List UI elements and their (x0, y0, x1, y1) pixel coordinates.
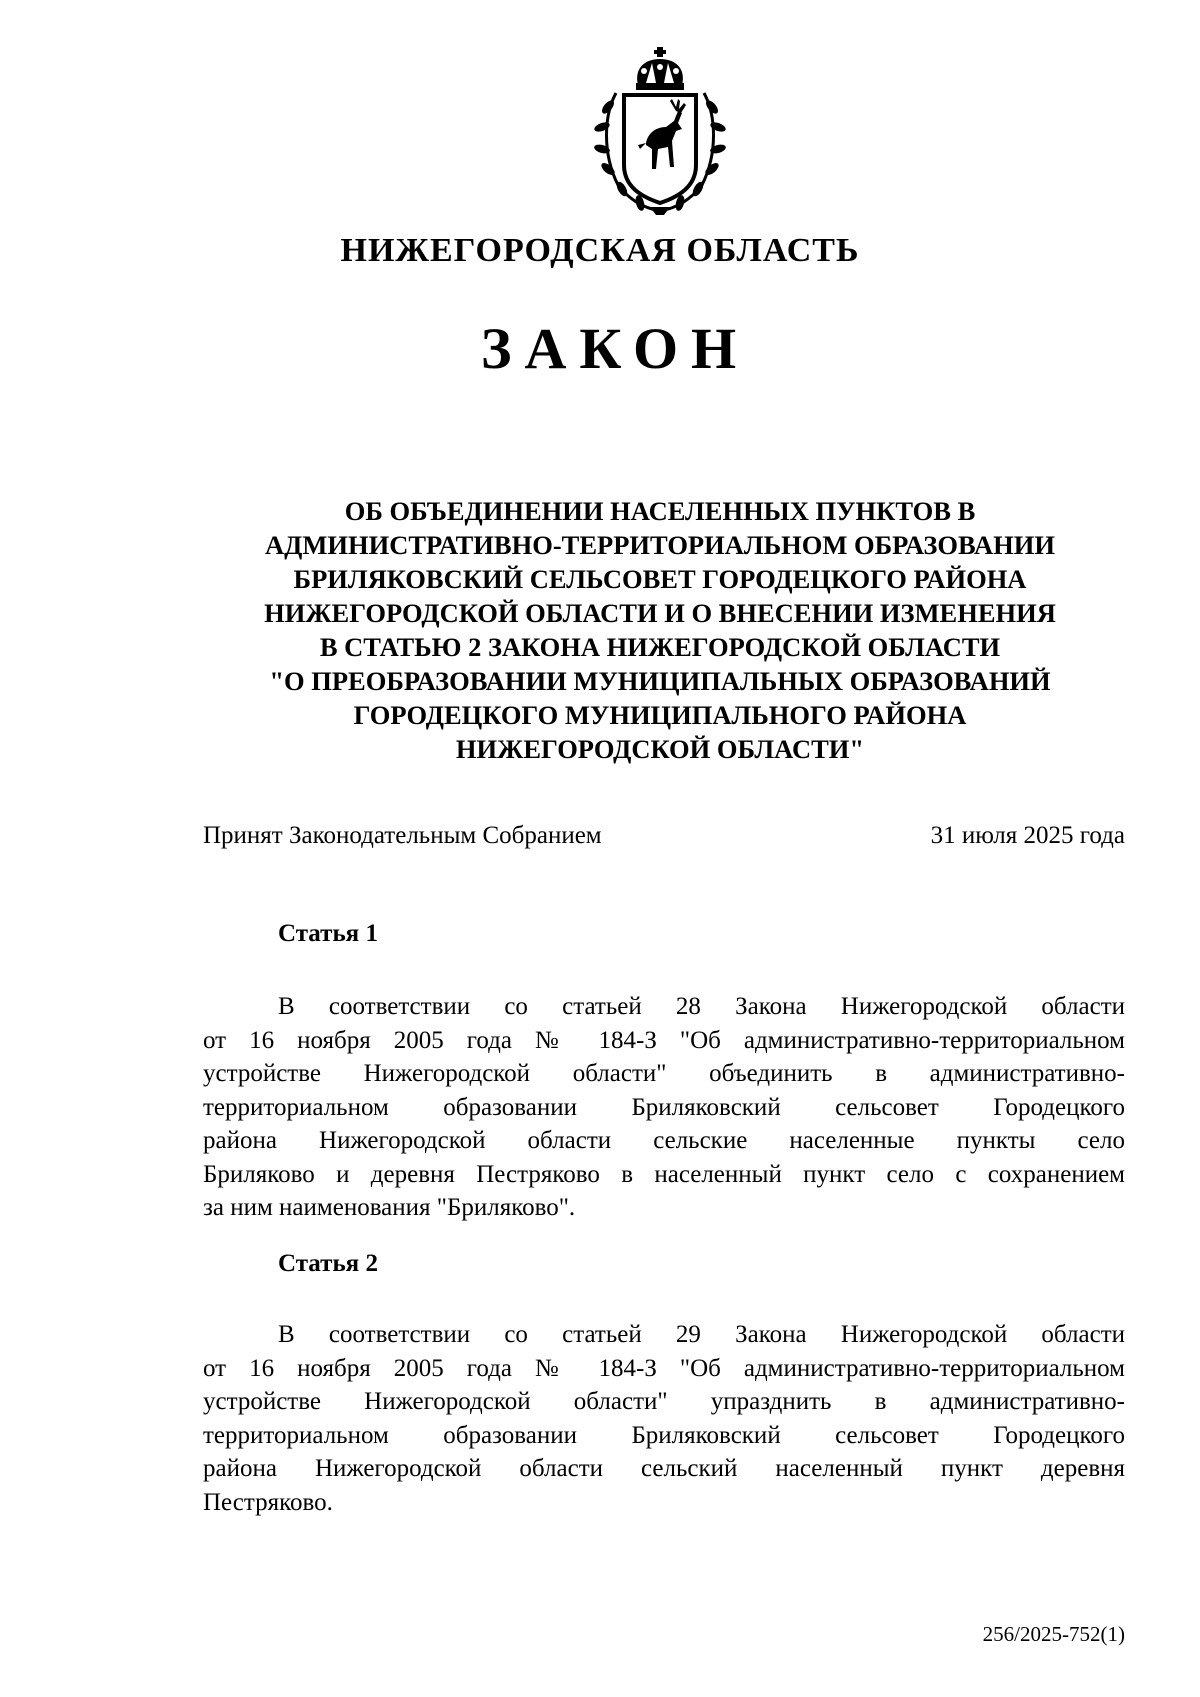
coat-of-arms-icon (586, 45, 734, 217)
article-2-text (203, 1318, 1125, 1519)
article-line: В соответствии со статьей 28 Закона Нижегородской области (278, 993, 1125, 1020)
law-title-line: БРИЛЯКОВСКИЙ СЕЛЬСОВЕТ ГОРОДЕЦКОГО РАЙОНА (293, 564, 1027, 594)
adoption-date: 31 июля 2025 года (930, 822, 1125, 849)
article-line: района Нижегородской области сельские населенные пункты село (203, 1127, 1125, 1154)
document-code: 256/2025-752(1) (982, 1622, 1125, 1646)
law-title-line: В СТАТЬЮ 2 ЗАКОНА НИЖЕГОРОДСКОЙ ОБЛАСТИ (319, 632, 1001, 662)
law-title-line: "О ПРЕОБРАЗОВАНИИ МУНИЦИПАЛЬНЫХ ОБРАЗОВАНИЙ (269, 666, 1051, 696)
law-title-line: НИЖЕГОРОДСКОЙ ОБЛАСТИ" (455, 734, 865, 764)
article-line: Бриляково и деревня Пестряково в населенный пункт село с сохранением (203, 1160, 1125, 1188)
adoption-line (203, 822, 1125, 850)
article-2-heading: Статья 2 (278, 1250, 378, 1277)
article-line: за ним наименования "Бриляково". (203, 1194, 576, 1221)
article-line: от 16 ноября 2005 года № 184-З "Об административно-территориальном (203, 1026, 1125, 1054)
article-line: района Нижегородской области сельский населенный пункт деревня (203, 1455, 1125, 1482)
article-1-heading: Статья 1 (278, 920, 378, 947)
law-title-line: ГОРОДЕЦКОГО МУНИЦИПАЛЬНОГО РАЙОНА (353, 700, 967, 730)
law-title (210, 494, 1110, 766)
article-1-text (203, 990, 1125, 1225)
article-line: В соответствии со статьей 29 Закона Нижегородской области (278, 1321, 1125, 1348)
article-line: от 16 ноября 2005 года № 184-З "Об административно-территориальном (203, 1354, 1125, 1382)
region-name: НИЖЕГОРОДСКАЯ ОБЛАСТЬ (340, 232, 860, 269)
article-line: Пестряково. (203, 1488, 333, 1516)
adopted-by: Принят Законодательным Собранием (203, 822, 602, 849)
article-line: устройстве Нижегородской области" объединить в административно- (203, 1060, 1125, 1087)
law-title-line: ОБ ОБЪЕДИНЕНИИ НАСЕЛЕННЫХ ПУНКТОВ В (344, 496, 976, 526)
document-type: ЗАКОН (480, 316, 750, 381)
article-line: устройстве Нижегородской области" упразднить в административно- (203, 1388, 1125, 1415)
article-line: территориальном образовании Бриляковский сельсовет Городецкого (203, 1093, 1125, 1121)
law-title-line: НИЖЕГОРОДСКОЙ ОБЛАСТИ И О ВНЕСЕНИИ ИЗМЕНЕНИЯ (264, 598, 1056, 628)
law-title-line: АДМИНИСТРАТИВНО-ТЕРРИТОРИАЛЬНОМ ОБРАЗОВАНИИ (265, 530, 1055, 560)
article-line: территориальном образовании Бриляковский сельсовет Городецкого (203, 1421, 1125, 1449)
